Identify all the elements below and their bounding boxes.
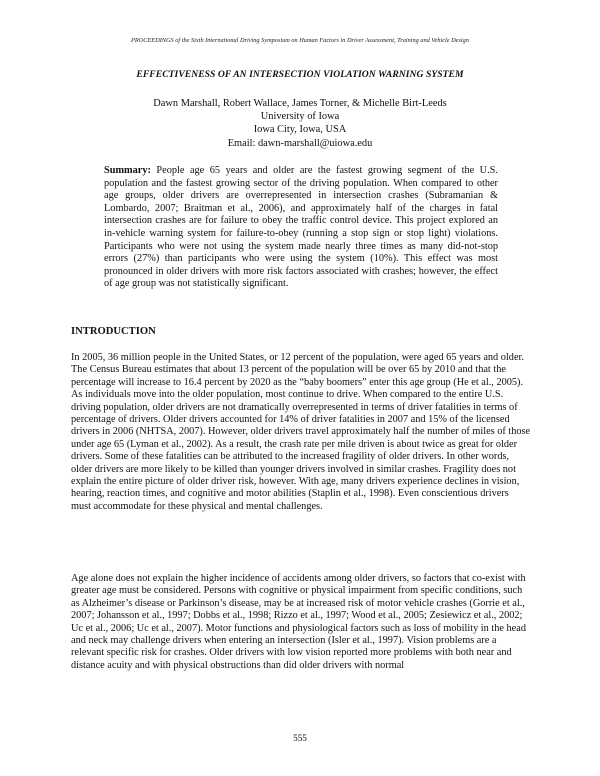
author-block [0,97,600,150]
summary-abstract [104,165,498,291]
paper-title: EFFECTIVENESS OF AN INTERSECTION VIOLATION WARNING SYSTEM [136,69,464,80]
body-paragraph: In 2005, 36 million people in the United States, or 12 percent of the population, were aged 65 years and older. The Census Bureau estimates that about 13 percent of the population will be over 65 by 2010 and that the percentage will increase to 16.4 percent by 2020 as the “baby boomers” enter this age group (He et al., 2005). As individuals move into the older population, most continue to drive. When compared to the entire U.S. driving population, older drivers are not dramatically overrepresented in terms of driver fatalities in terms of percentage of drivers. Older drivers accounted for 14% of driver fatalities in 2007 and 15% of the licensed drivers in 2006 (NHTSA, 2007). However, older drivers travel approximately half the number of miles of those under age 65 (Lyman et al., 2002). As a result, the crash rate per mile driven is about twice as great for older drivers. Some of these fatalities can be attributed to the increased fragility of older drivers. In other words, older drivers are more likely to be killed than younger drivers involved in similar crashes. Fragility does not explain the entire picture of older driver risk, however. With age, many drivers experience declines in vision, hearing, reaction times, and cognitive and motor abilities (Staplin et al., 1998). Even conscientious drivers must accommodate for these physical and mental challenges. [71,352,531,512]
summary-label: Summary: [104,165,151,176]
body-paragraph: Age alone does not explain the higher incidence of accidents among older drivers, so factors that co-exist with greater age must be considered. Persons with cognitive or physical impairment from specific conditions, such as Alzheimer’s disease or Parkinson’s disease, may be at increased risk of motor vehicle crashes (Gorrie et al., 2007; Johansson et al., 1997; Dobbs et al., 1998; Rizzo et al., 1997; Wood et al., 2005; Zesiewicz et al., 2002; Uc et al., 2006; Uc et al., 2007). Motor functions and physiological factors such as loss of mobility in the head and neck may challenge drivers when entering an intersection (Isler et al., 1997). Vision problems are a relevant specific risk for crashes. Older drivers with low vision reported more problems with both near and distance acuity and with physical obstructions than did older drivers with normal [71,573,526,671]
author-names: Dawn Marshall, Robert Wallace, James Torner, & Michelle Birt-Leeds [153,98,447,109]
summary-text: People age 65 years and older are the fastest growing segment of the U.S. population and the fastest growing sector of the driving population. When compared to other age groups, older drivers are overrepresented in intersection crashes (Subramanian & Lombardo, 2007; Braitman et al., 2006), and approximately half of the charges in fatal intersection crashes are for failure to obey the traffic control device. This project explored an in-vehicle warning system for failure-to-obey (running a stop sign or stop light) violations. Participants who were not using the system made nearly three times as many did-not-stop errors (27%) than participants who were using the system (10%). This effect was most pronounced in older drivers with more risk factors associated with crashes; however, the effect of age group was not statistically significant. [104,165,498,290]
author-location: Iowa City, Iowa, USA [253,124,347,136]
running-head: PROCEEDINGS of the Sixth International Driving Symposium on Human Factors in Driver Assessment, Training and Vehicle Design [131,37,469,44]
author-affiliation: University of Iowa [260,111,340,123]
page-number: 555 [293,733,307,743]
author-email: Email: dawn-marshall@uiowa.edu [227,137,373,149]
section-heading-introduction: INTRODUCTION [71,326,156,337]
